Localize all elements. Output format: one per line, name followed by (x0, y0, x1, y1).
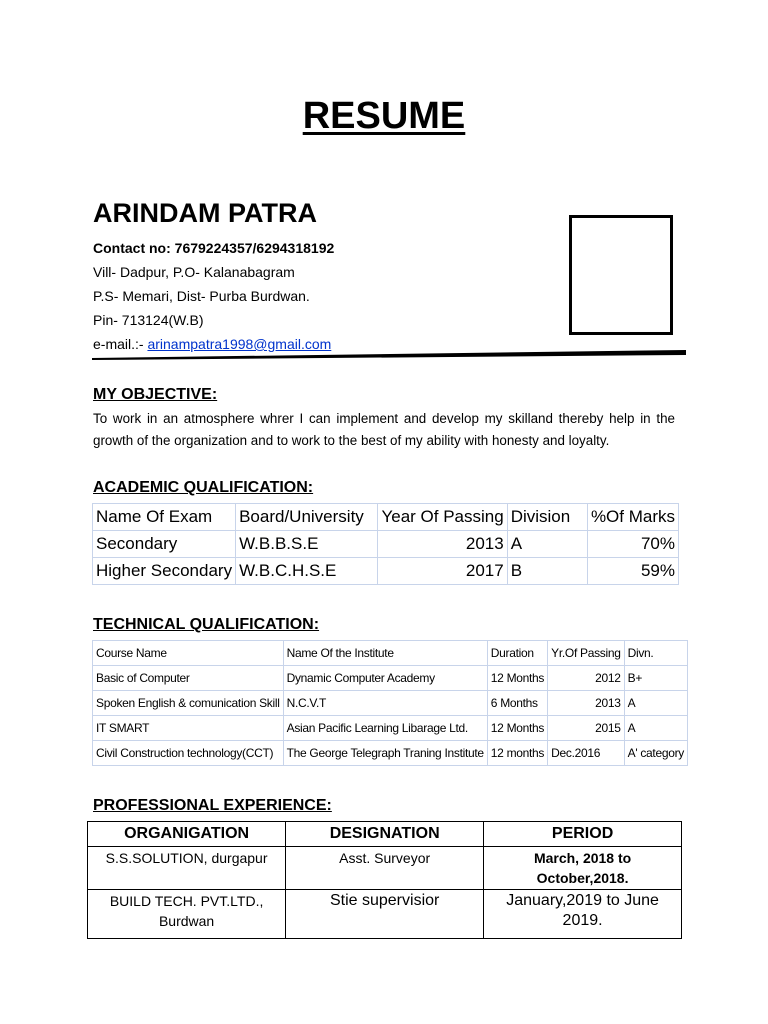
table-cell: Civil Construction technology(CCT) (93, 741, 284, 766)
table-cell: Stie supervisior (286, 890, 484, 939)
table-cell: Secondary (93, 531, 236, 558)
table-row (88, 847, 682, 890)
professional-heading: PROFESSIONAL EXPERIENCE: (93, 797, 332, 814)
table-cell: A' category (624, 741, 687, 766)
table-cell: 12 months (487, 741, 547, 766)
table-header-cell: Duration (487, 641, 547, 666)
table-cell: A (624, 691, 687, 716)
table-header-cell: Yr.Of Passing (548, 641, 624, 666)
table-cell: The George Telegraph Traning Institute (283, 741, 487, 766)
table-cell: S.S.SOLUTION, durgapur (88, 847, 286, 890)
table-row (93, 716, 688, 741)
table-cell: BUILD TECH. PVT.LTD., Burdwan (88, 890, 286, 939)
table-row (93, 641, 688, 666)
table-cell: 59% (587, 558, 678, 585)
contact-phone (93, 238, 334, 258)
table-cell: 12 Months (487, 716, 547, 741)
table-header-cell: Course Name (93, 641, 284, 666)
table-header-cell: Name Of the Institute (283, 641, 487, 666)
table-cell: 2017 (378, 558, 507, 585)
table-row (88, 890, 682, 939)
table-header-cell: %Of Marks (587, 504, 678, 531)
table-cell: Higher Secondary (93, 558, 236, 585)
table-row (93, 558, 679, 585)
objective-text: To work in an atmosphere whrer I can implement and develop my skilland thereby help in the growth of the organization and to work to the best of my ability with honesty and loyalty. (93, 411, 675, 448)
applicant-name: ARINDAM PATRA (93, 198, 317, 228)
contact-phone-label: Contact no: (93, 240, 171, 256)
academic-table (92, 503, 679, 585)
table-header-cell: ORGANIGATION (88, 822, 286, 847)
table-cell: N.C.V.T (283, 691, 487, 716)
table-header-cell: PERIOD (484, 822, 682, 847)
table-cell: January,2019 to June 2019. (484, 890, 682, 939)
table-cell: 6 Months (487, 691, 547, 716)
table-cell: B (507, 558, 587, 585)
table-cell: 70% (587, 531, 678, 558)
table-cell: Basic of Computer (93, 666, 284, 691)
email-label: e-mail.:- (93, 336, 144, 352)
table-header-cell: Name Of Exam (93, 504, 236, 531)
address-line-3: Pin- 713124(W.B) (93, 312, 204, 328)
academic-heading: ACADEMIC QUALIFICATION: (93, 479, 314, 496)
table-header-cell: Year Of Passing (378, 504, 507, 531)
photo-placeholder (569, 215, 673, 335)
table-cell: March, 2018 to October,2018. (484, 847, 682, 890)
technical-table (92, 640, 688, 766)
table-cell: 12 Months (487, 666, 547, 691)
header-divider (92, 348, 686, 360)
table-cell: Dec.2016 (548, 741, 624, 766)
table-cell: Spoken English & comunication Skill (93, 691, 284, 716)
resume-title: RESUME (302, 95, 466, 137)
table-cell: Asian Pacific Learning Libarage Ltd. (283, 716, 487, 741)
table-header-cell: Divn. (624, 641, 687, 666)
table-cell: Dynamic Computer Academy (283, 666, 487, 691)
table-row (93, 531, 679, 558)
email-link[interactable]: arinampatra1998@gmail.com (147, 336, 332, 352)
table-row (88, 822, 682, 847)
table-cell: A (507, 531, 587, 558)
table-cell: 2012 (548, 666, 624, 691)
technical-heading: TECHNICAL QUALIFICATION: (93, 616, 320, 633)
table-row (93, 741, 688, 766)
table-cell: 2013 (548, 691, 624, 716)
table-row (93, 504, 679, 531)
table-row (93, 691, 688, 716)
table-cell: 2015 (548, 716, 624, 741)
professional-table (87, 821, 682, 939)
table-cell: W.B.B.S.E (236, 531, 378, 558)
table-cell: IT SMART (93, 716, 284, 741)
table-row (93, 666, 688, 691)
table-cell: A (624, 716, 687, 741)
address-line-2: P.S- Memari, Dist- Purba Burdwan. (93, 288, 310, 304)
contact-phone-number: 7679224357/6294318192 (174, 240, 335, 256)
objective-heading: MY OBJECTIVE: (93, 386, 218, 403)
table-cell: W.B.C.H.S.E (236, 558, 378, 585)
table-cell: Asst. Surveyor (286, 847, 484, 890)
table-header-cell: Division (507, 504, 587, 531)
address-line-1: Vill- Dadpur, P.O- Kalanabagram (93, 264, 295, 280)
table-header-cell: Board/University (236, 504, 378, 531)
table-cell: B+ (624, 666, 687, 691)
table-cell: 2013 (378, 531, 507, 558)
table-header-cell: DESIGNATION (286, 822, 484, 847)
